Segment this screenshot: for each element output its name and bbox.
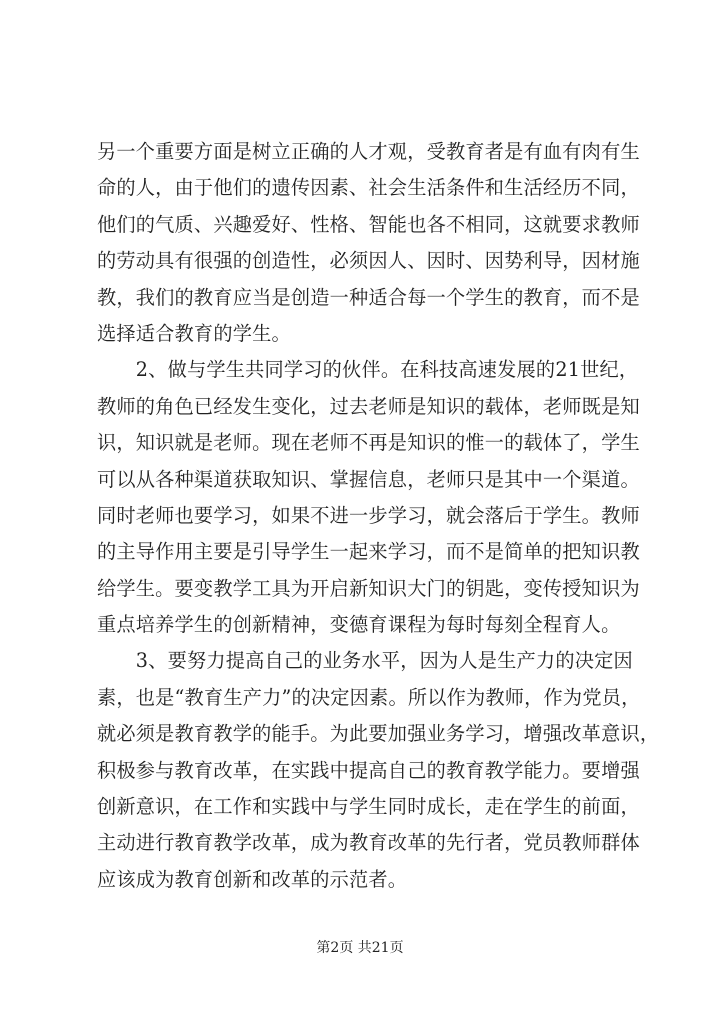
text-line: 就必须是教育教学的能手。为此要加强业务学习，增强改革意识， <box>97 722 660 746</box>
text-line: 的劳动具有很强的创造性，必须因人、因时、因势利导，因材施 <box>97 249 640 273</box>
document-body <box>97 134 660 898</box>
page-number: 第2页 共21页 <box>316 940 404 956</box>
text-line: 素，也是“教育生产力”的决定因素。所以作为教师，作为党员， <box>97 685 641 709</box>
text-line: 可以从各种渠道获取知识、掌握信息，老师只是其中一个渠道。 <box>97 467 640 491</box>
text-line: 他们的气质、兴趣爱好、性格、智能也各不相同，这就要求教师 <box>97 212 640 236</box>
text-line: 同时老师也要学习，如果不进一步学习，就会落后于学生。教师 <box>97 503 640 527</box>
text-line: 2、做与学生共同学习的伙伴。在科技高速发展的21世纪， <box>97 358 639 382</box>
text-line: 积极参与教育改革，在实践中提高自己的教育教学能力。要增强 <box>97 758 640 782</box>
text-line: 创新意识，在工作和实践中与学生同时成长，走在学生的前面， <box>97 795 640 819</box>
text-line: 给学生。要变教学工具为开启新知识大门的钥匙，变传授知识为 <box>97 576 640 600</box>
text-line: 应该成为教育创新和改革的示范者。 <box>97 867 408 891</box>
text-line: 另一个重要方面是树立正确的人才观，受教育者是有血有肉有生 <box>97 140 640 163</box>
text-line: 命的人，由于他们的遗传因素、社会生活条件和生活经历不同， <box>97 176 640 200</box>
text-line: 教，我们的教育应当是创造一种适合每一个学生的教育，而不是 <box>97 285 640 309</box>
text-line: 教师的角色已经发生变化，过去老师是知识的载体，老师既是知 <box>97 394 640 418</box>
text-line: 3、要努力提高自己的业务水平，因为人是生产力的决定因 <box>97 649 633 673</box>
text-line: 主动进行教育教学改革，成为教育改革的先行者，党员教师群体 <box>97 831 640 855</box>
text-line: 的主导作用主要是引导学生一起来学习，而不是简单的把知识教 <box>97 540 640 564</box>
text-line: 重点培养学生的创新精神，变德育课程为每时每刻全程育人。 <box>97 613 621 637</box>
text-line: 选择适合教育的学生。 <box>97 321 291 345</box>
text-line: 识，知识就是老师。现在老师不再是知识的惟一的载体了，学生 <box>97 431 640 455</box>
